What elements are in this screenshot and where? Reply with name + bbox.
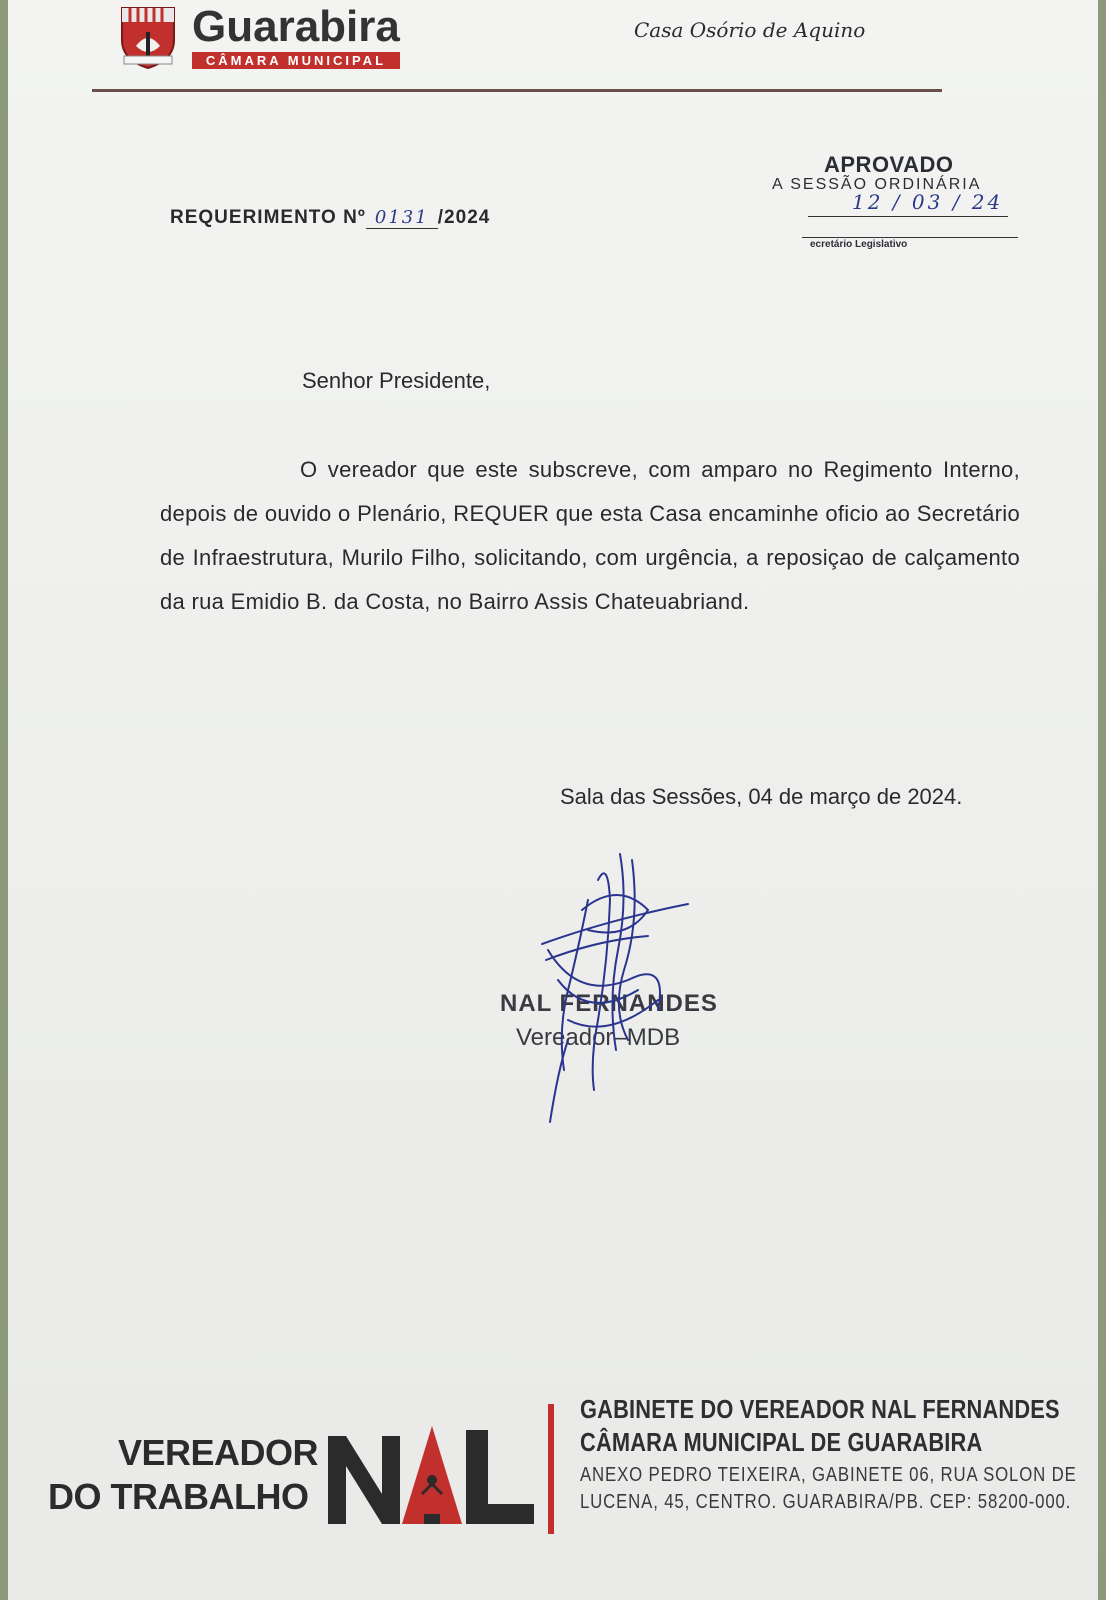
tagline-line-2: DO TRABALHO bbox=[48, 1476, 309, 1517]
stamp-role: ecretário Legislativo bbox=[810, 239, 908, 250]
requerimento-label: REQUERIMENTO Nº bbox=[170, 207, 366, 228]
signatory-role: Vereador–MDB bbox=[516, 1024, 681, 1051]
nal-logo bbox=[328, 1420, 536, 1530]
footer-address-line-2: LUCENA, 45, CENTRO. GUARABIRA/PB. CEP: 58200-000. bbox=[580, 1491, 1072, 1513]
stamp-date: 12 / 03 / 24 bbox=[852, 190, 1004, 214]
stamp-date-line bbox=[808, 190, 1008, 217]
brand-name: Guarabira bbox=[192, 2, 400, 51]
document-page bbox=[8, 0, 1098, 1600]
letter-body: O vereador que este subscreve, com amparo no Regimento Interno, depois de ouvido o Plenário, REQUER que esta Casa encaminhe oficio ao Secretário de Infraestrutura, Murilo Filho, solicitando, com urgência, a reposiçao de calçamento da rua Emidio B. da Costa, no Bairro Assis Chateuabriand. bbox=[160, 457, 1020, 614]
stamp-session: A SESSÃO ORDINÁRIA bbox=[772, 176, 982, 193]
handwritten-signature bbox=[528, 840, 718, 1130]
footer-office: GABINETE DO VEREADOR NAL FERNANDES bbox=[580, 1394, 1060, 1424]
requerimento-heading bbox=[170, 207, 490, 229]
header-rule bbox=[92, 89, 942, 92]
approval-stamp bbox=[772, 152, 1032, 250]
requerimento-number: 0131 bbox=[366, 207, 438, 229]
requerimento-year: /2024 bbox=[437, 207, 491, 228]
footer-address-block bbox=[580, 1394, 1098, 1514]
stamp-title: APROVADO bbox=[824, 152, 954, 177]
stamp-signature-line bbox=[802, 219, 1018, 238]
crest-icon bbox=[116, 4, 180, 70]
signatory-name: NAL FERNANDES bbox=[500, 990, 718, 1017]
tagline-line-1: VEREADOR bbox=[118, 1432, 319, 1473]
greeting: Senhor Presidente, bbox=[302, 368, 491, 393]
place-date: Sala das Sessões, 04 de março de 2024. bbox=[560, 784, 963, 809]
footer-address-line-1: ANEXO PEDRO TEIXEIRA, GABINETE 06, RUA SOLON DE bbox=[580, 1464, 1077, 1486]
brand-subtitle: CÂMARA MUNICIPAL bbox=[192, 52, 400, 69]
chamber-logo bbox=[116, 4, 400, 70]
footer-chamber: CÂMARA MUNICIPAL DE GUARABIRA bbox=[580, 1427, 983, 1457]
footer-divider bbox=[548, 1404, 554, 1534]
casa-name: Casa Osório de Aquino bbox=[634, 18, 866, 42]
